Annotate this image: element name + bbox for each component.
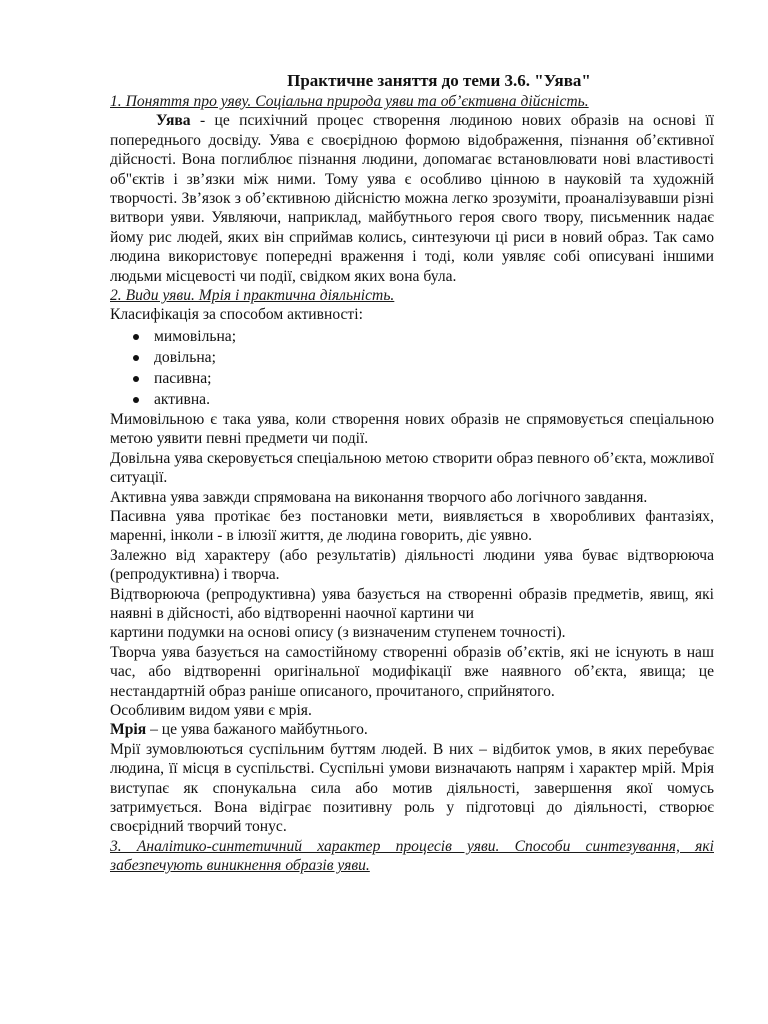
section-heading-2[interactable]: 2. Види уяви. Мрія і практична діяльність. <box>110 287 395 305</box>
list-item: активна. <box>154 389 714 410</box>
list-item: мимовільна; <box>154 326 714 347</box>
list-item: довільна; <box>154 347 714 368</box>
paragraph-active: Активна уява завжди спрямована на виконання творчого або логічного завдання. <box>110 488 648 506</box>
paragraph-reproductive-cont: картини подумки на основі опису (з визначеним ступенем точності). <box>110 624 566 642</box>
paragraph-special: Особливим видом уяви є мрія. <box>110 701 312 719</box>
section-heading-3[interactable]: 3. Аналітико-синтетичний характер процесів уяви. Способи синтезування, які забезпечують виникнення образів уяви. <box>110 837 714 875</box>
paragraph-passive: Пасивна уява протікає без постановки мети, виявляється в хворобливих фантазіях, маренні, інколи - в ілюзії життя, де людина говорить, діє уявно. <box>110 507 714 545</box>
imagination-types-list <box>110 326 714 410</box>
paragraph-creative: Творча уява базується на самостійному створенні образів об’єктів, які не існують в наш час, або відтворенні оригінальної модифікації вже наявного об’єкта, явища; це нестандартній образ раніше описаного, прочитаного, сприйнятого. <box>110 643 714 700</box>
page-title: Практичне заняття до теми 3.6. "Уява" <box>287 71 591 90</box>
paragraph-depending: Залежно від характеру (або результатів) діяльності людини уява буває відтворююча (репродуктивна) і творча. <box>110 546 714 584</box>
paragraph-dream-definition <box>110 720 714 739</box>
list-item: пасивна; <box>154 368 714 389</box>
imagination-definition-text: - це психічний процес створення людиною нових образів на основі її попереднього досвіду. Уява є своєрідною формою відображення, пізнання об’єктивної дійсності. Вона поглиблює пізнання людини, допомагає встановлювати нові властивості об"єктів і зв’язки між ними. Тому уява є особливо цінною в науковій та художній творчості. Зв’язок з об’єктивною дійсністю можна легко зрозуміти, проаналізувавши різні витвори уяви. Уявляючи, наприклад, майбутнього героя свого твору, письменник надає йому рис людей, яких він сприймав колись, синтезуючи ці риси в новий образ. Так само людина використовує попередні враження і тоді, коли уявляє собі описувані іншими людьми місцевості чи події, свідком яких вона була. <box>110 112 714 285</box>
paragraph-voluntary: Довільна уява скеровується спеціальною метою створити образ певного об’єкта, можливої ситуації. <box>110 449 714 487</box>
term-dream: Мрія <box>110 721 147 739</box>
paragraph-dreams: Мрії зумовлюються суспільним буттям людей. В них – відбиток умов, в яких перебуває людина, її місця в суспільстві. Суспільні умови визначають напрям і характер мрій. Мрія виступає як спонукальна сила або мотив діяльності, завершення якої чомусь затримується. Вона відіграє позитивну роль у підготовці до діяльності, створює своєрідний творчий тонус. <box>110 740 714 836</box>
dream-definition-text: – це уява бажаного майбутнього. <box>146 721 368 739</box>
paragraph-imagination-definition <box>110 111 714 286</box>
paragraph-reproductive: Відтворююча (репродуктивна) уява базується на створенні образів предметів, явищ, які наявні в дійсності, або відтворенні наочної картини чи <box>110 585 714 622</box>
paragraph-involuntary: Мимовільною є така уява, коли створення нових образів не спрямовується спеціальною метою уявити певні предмети чи події. <box>110 410 714 448</box>
classification-label: Класифікація за способом активності: <box>110 306 363 324</box>
term-imagination: Уява <box>156 112 191 130</box>
section-heading-1[interactable]: 1. Поняття про уяву. Соціальна природа уяви та об’єктивна дійсність. <box>110 93 589 110</box>
document-page <box>110 70 714 876</box>
